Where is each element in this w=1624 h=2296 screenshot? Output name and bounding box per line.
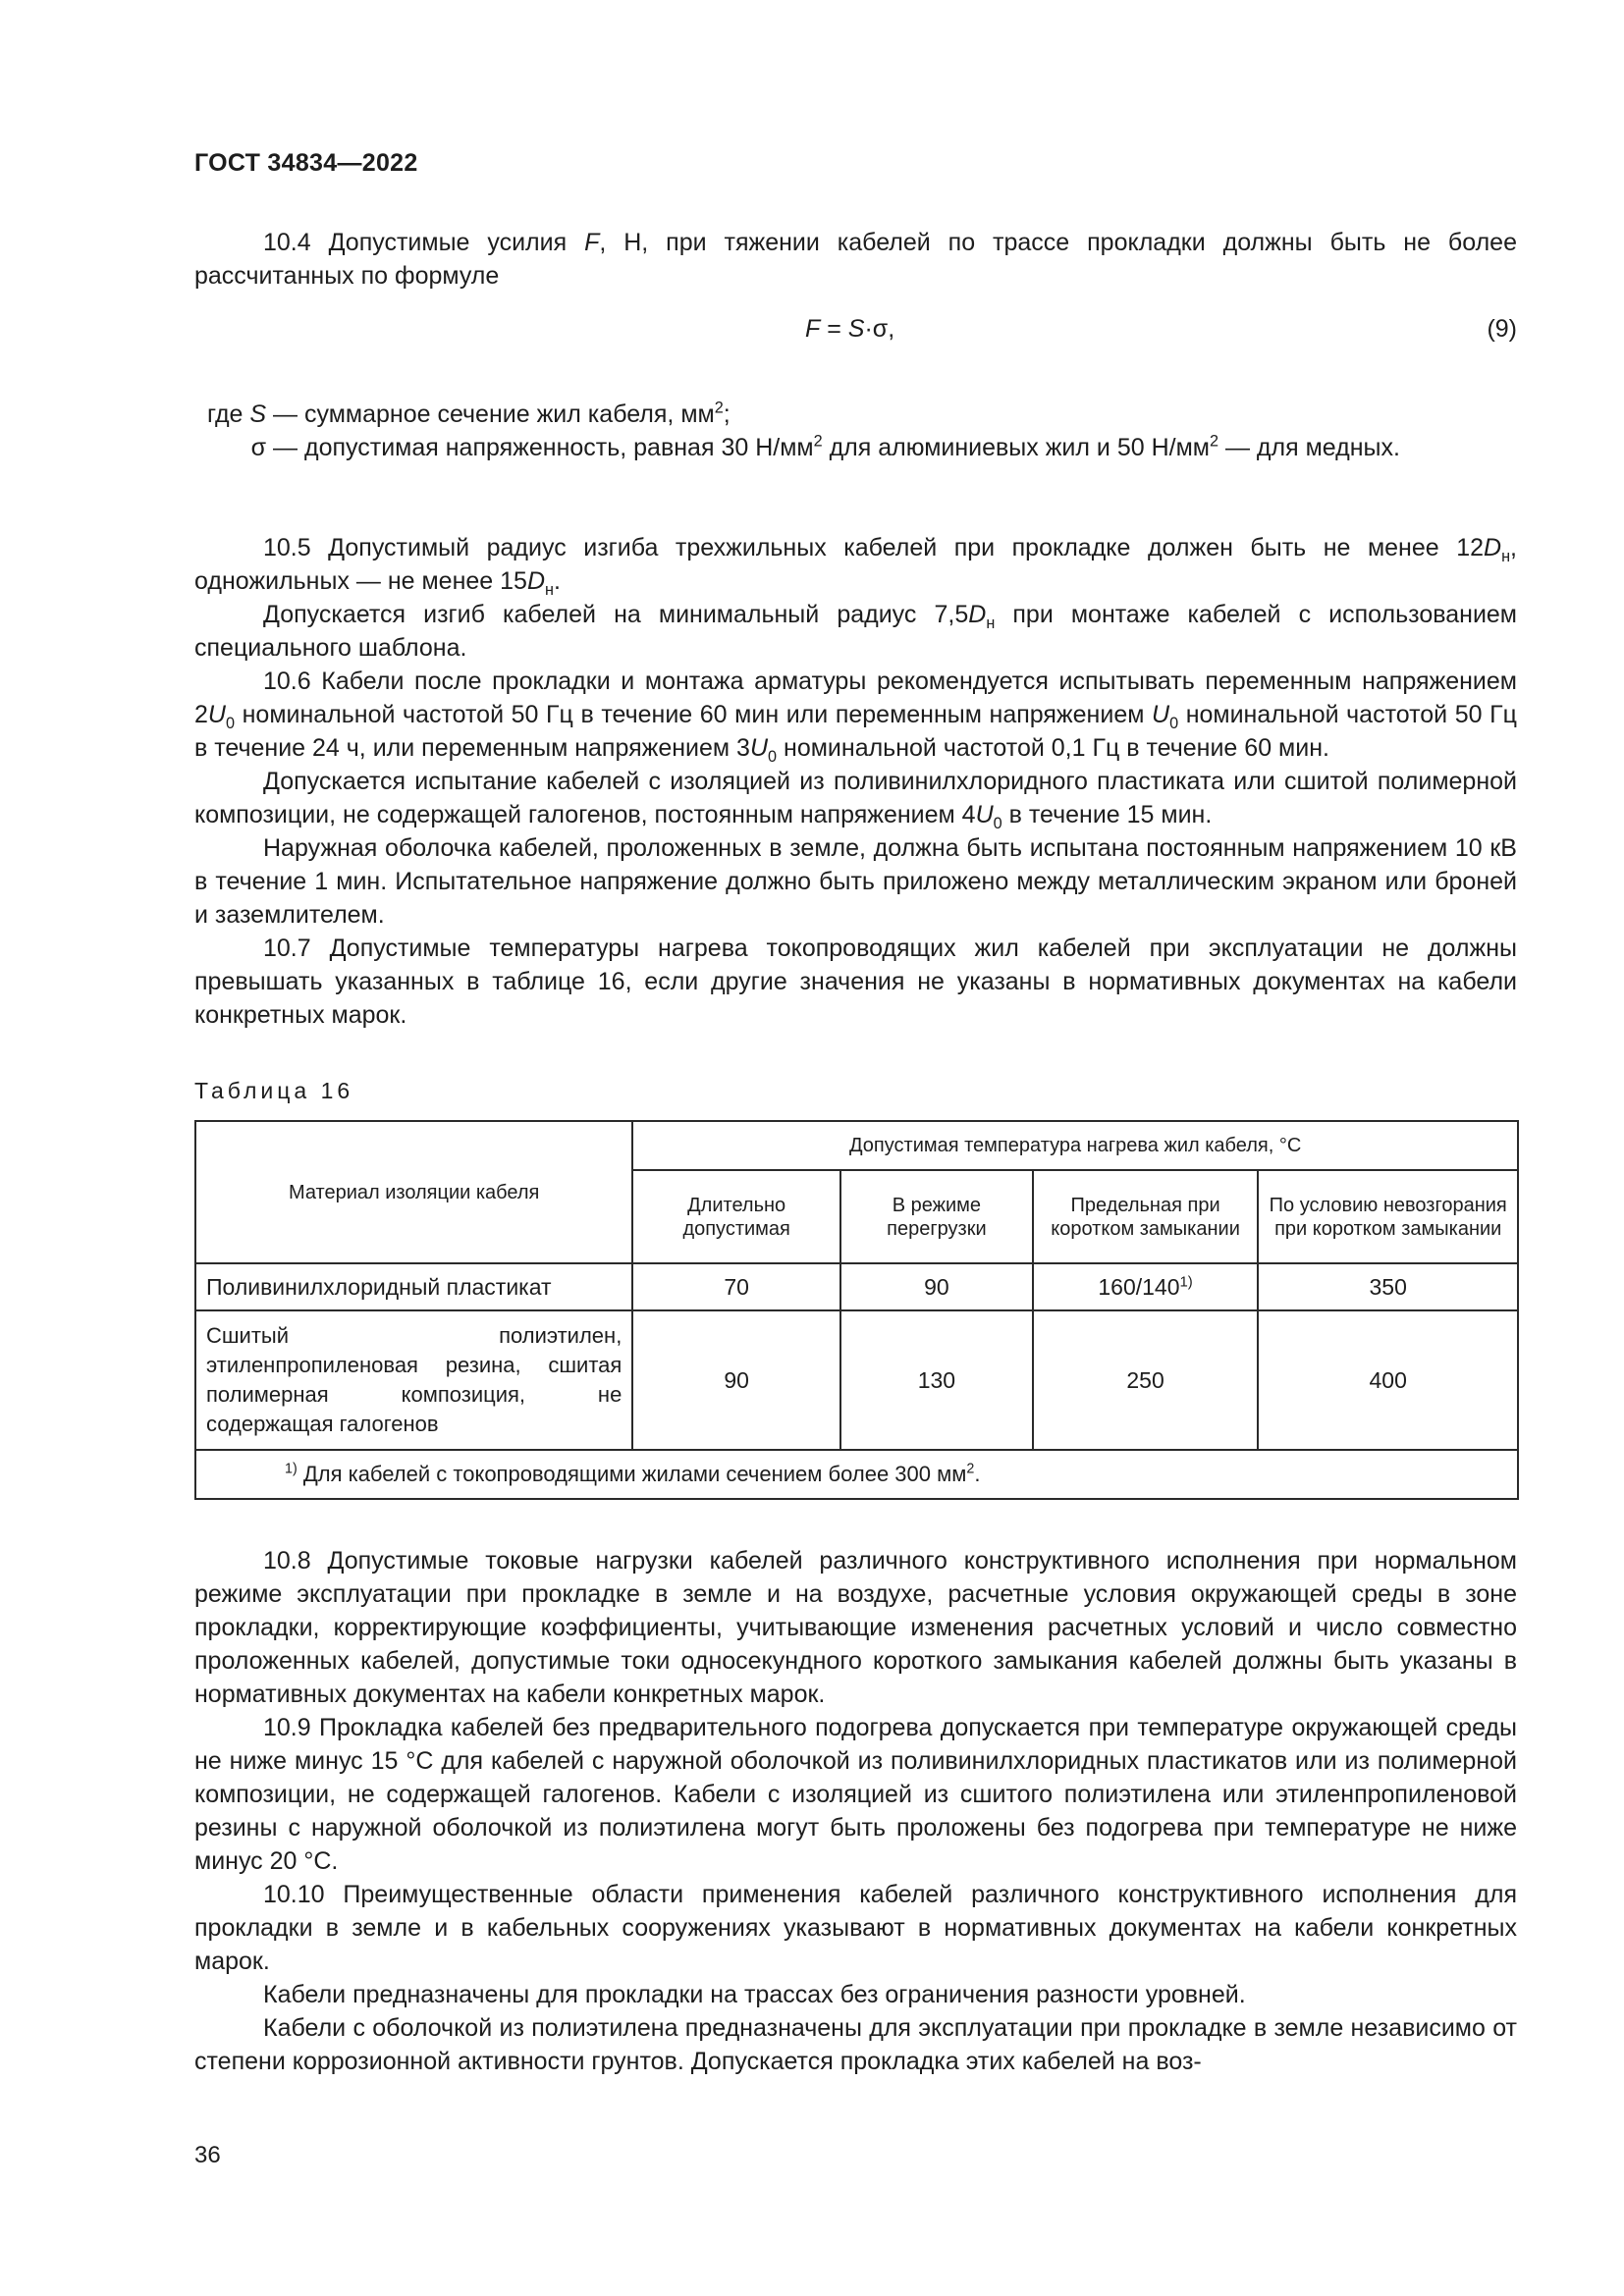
- paragraph-10-6-dc-test: Допускается испытание кабелей с изоляцией из поливинилхлоридного пластиката или сшитой полимерной композиции, не содержащей галогенов, постоянным напряжением $4U_0$ в течение 15 мин.: [194, 768, 1517, 832]
- column-header-material: Материал изоляции кабеля: [195, 1121, 632, 1263]
- cell-material: Сшитый полиэтилен, этиленпропиленовая резина, сшитая полимерная композиция, не содержащая галогенов: [195, 1310, 632, 1450]
- sections-10-5-to-10-7: [194, 531, 1517, 1032]
- paragraph-10-6: 10.6 Кабели после прокладки и монтажа арматуры рекомендуется испытывать переменным напряжением $2U_0$ номинальной частотой 50 Гц в течение 60 мин или переменным напряжением $U_0$ номинальной частотой 50 Гц в течение 24 ч, или переменным напряжением $3U_0$ номинальной частотой 0,1 Гц в течение 60 мин.: [194, 667, 1517, 766]
- cell-value: 130: [840, 1310, 1033, 1450]
- paragraph-10-5-bend: Допускается изгиб кабелей на минимальный радиус $7,5D_н$ при монтаже кабелей с использованием специального шаблона.: [194, 601, 1517, 662]
- column-header-overload: В режиме перегрузки: [840, 1170, 1033, 1263]
- table-footnote-row: [195, 1450, 1518, 1499]
- paragraph-10-10: 10.10 Преимущественные области применения кабелей различного конструктивного исполнения для прокладки в земле и в кабельных сооружениях указывают в нормативных документах на кабели конкретных марок.: [194, 1881, 1517, 1975]
- standard-header: ГОСТ 34834—2022: [194, 149, 418, 177]
- paragraph-10-10-polyethylene: Кабели с оболочкой из полиэтилена предназначены для эксплуатации при прокладке в земле независимо от степени коррозионной активности грунтов. Допускается прокладка этих кабелей на воз-: [194, 2014, 1517, 2075]
- formula-9: [194, 315, 1517, 350]
- formula-number: (9): [1487, 315, 1517, 343]
- section-10-4: 10.4 Допустимые усилия F, Н, при тяжении кабелей по трассе прокладки должны быть не более рассчитанных по формуле: [194, 229, 1517, 290]
- cell-value: 160/140$^{1)}$: [1033, 1263, 1259, 1310]
- page-number: 36: [194, 2142, 221, 2168]
- cell-material: Поливинилхлоридный пластикат: [195, 1263, 632, 1310]
- paragraph-10-7: 10.7 Допустимые температуры нагрева токопроводящих жил кабелей при эксплуатации не должны превышать указанных в таблице 16, если другие значения не указаны в нормативных документах на кабели конкретных марок.: [194, 934, 1517, 1029]
- temperature-table: [194, 1120, 1519, 1500]
- formula-legend: [194, 398, 1517, 464]
- table-header-row: [195, 1121, 1518, 1170]
- column-header-non-ignition: По условию невозгорания при коротком замыкании: [1258, 1170, 1518, 1263]
- paragraph-10-8: 10.8 Допустимые токовые нагрузки кабелей различного конструктивного исполнения при нормальном режиме эксплуатации при прокладке в земле и на воздухе, расчетные условия окружающей среды в зоне прокладки, корректирующие коэффициенты, учитывающие изменения расчетных условий и число совместно проложенных кабелей, допустимые токи односекундного короткого замыкания кабелей должны быть указаны в нормативных документах на кабели конкретных марок.: [194, 1547, 1517, 1708]
- paragraph-10-10-levels: Кабели предназначены для прокладки на трассах без ограничения разности уровней.: [263, 1981, 1246, 2008]
- column-group-header: Допустимая температура нагрева жил кабеля, °C: [632, 1121, 1518, 1170]
- column-header-short-circuit: Предельная при коротком замыкании: [1033, 1170, 1259, 1263]
- table-row: [195, 1263, 1518, 1310]
- table-footnote: $^{1)}$ Для кабелей с токопроводящими жилами сечением более 300 $мм^2$.: [195, 1450, 1518, 1499]
- cell-value: 350: [1258, 1263, 1518, 1310]
- legend-item-sigma: σ — допустимая напряженность, равная 30 $Н/мм^2$ для алюминиевых жил и 50 $Н/мм^2$ — для медных.: [250, 432, 1400, 461]
- cell-value: 90: [632, 1310, 840, 1450]
- paragraph-10-9: 10.9 Прокладка кабелей без предварительного подогрева допускается при температуре окружающей среды не ниже минус 15 °С для кабелей с наружной оболочкой из поливинилхлоридных пластикатов или из полимерной композиции, не содержащей галогенов. Кабели с изоляцией из сшитого полиэтилена или этиленпропиленовой резины с наружной оболочкой из полиэтилена могут быть проложены без подогрева при температуре не ниже минус 20 °С.: [194, 1714, 1517, 1875]
- table-row: [195, 1310, 1518, 1450]
- cell-value: 250: [1033, 1310, 1259, 1450]
- formula-expression: F = S·σ,: [805, 315, 895, 343]
- cell-value: 70: [632, 1263, 840, 1310]
- sections-10-8-to-10-10: [194, 1544, 1517, 2078]
- cell-value: 90: [840, 1263, 1033, 1310]
- cell-value: 400: [1258, 1310, 1518, 1450]
- legend-item-s: где S — суммарное сечение жил кабеля, $мм^2$;: [206, 399, 731, 428]
- paragraph-10-5: 10.5 Допустимый радиус изгиба трехжильных кабелей при прокладке должен быть не менее $12D_н$, одножильных — не менее $15D_н$.: [194, 534, 1517, 599]
- paragraph-10-6-sheath: Наружная оболочка кабелей, проложенных в земле, должна быть испытана постоянным напряжением 10 кВ в течение 1 мин. Испытательное напряжение должно быть приложено между металлическим экраном или броней и заземлителем.: [194, 834, 1517, 929]
- table-caption: Таблица 16: [194, 1078, 354, 1103]
- column-header-continuous: Длительно допустимая: [632, 1170, 840, 1263]
